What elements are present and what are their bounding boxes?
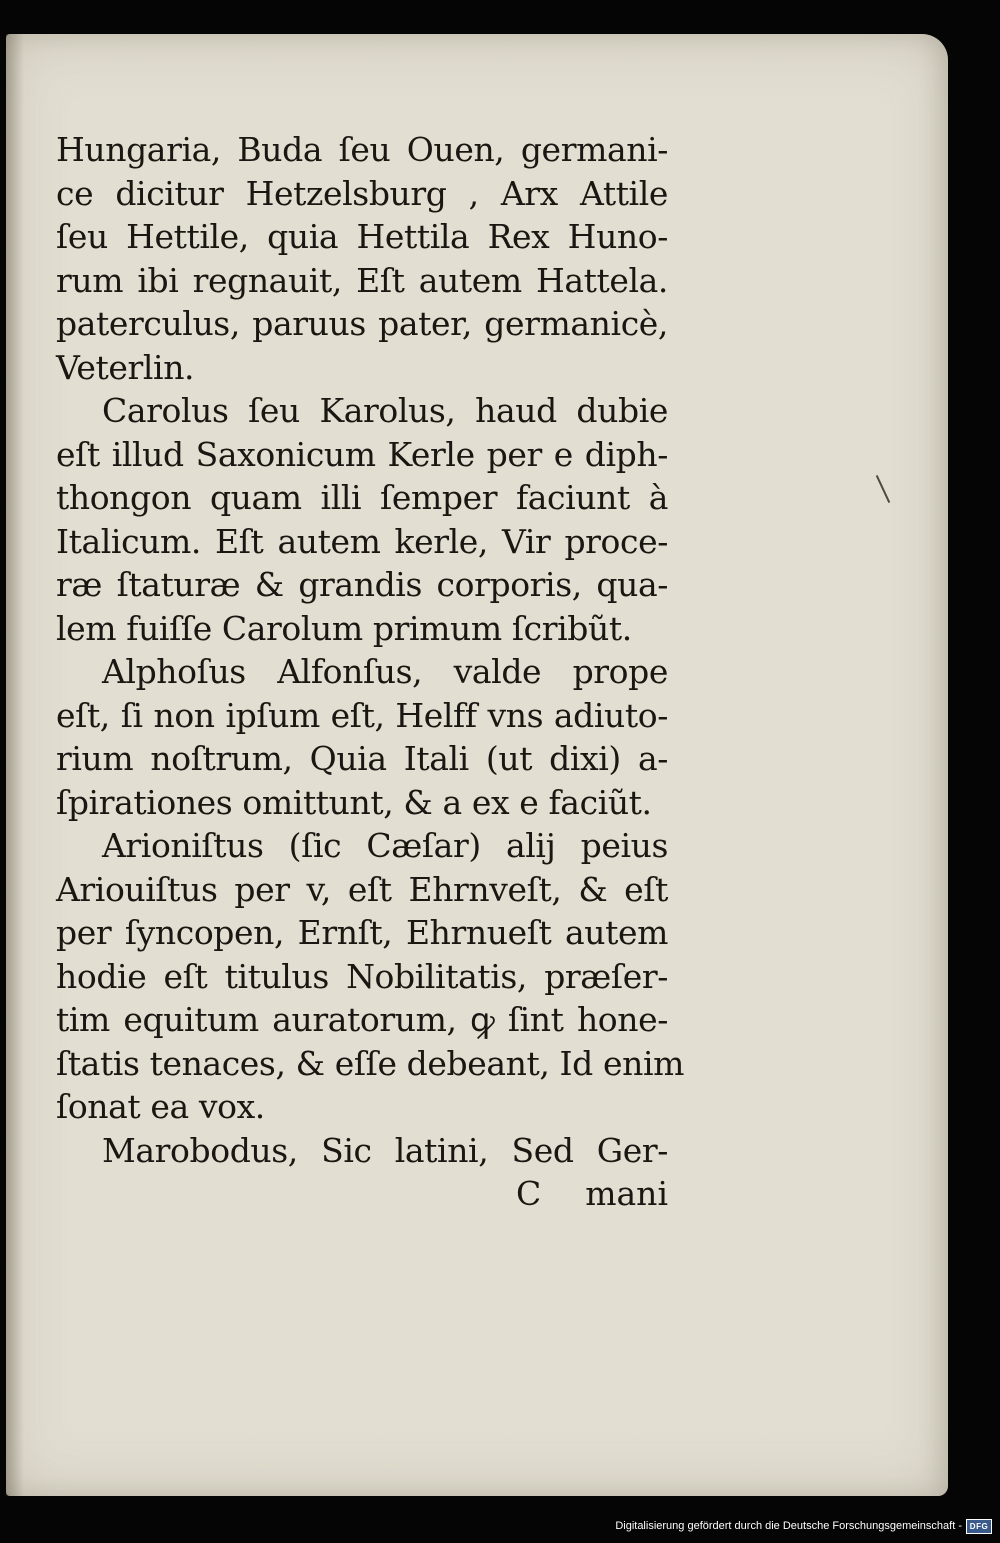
text-line: rum ibi regnauit, Eſt autem Hattela. bbox=[56, 260, 668, 300]
text-line: lem fuiſſe Carolum primum ſcribũt. bbox=[56, 608, 632, 648]
text-line: Marobodus, Sic latini, Sed Ger- bbox=[102, 1130, 668, 1170]
book-page bbox=[6, 34, 948, 1496]
text-line: ce dicitur Hetzelsburg , Arx Attile bbox=[56, 173, 668, 213]
text-line: hodie eſt titulus Nobilitatis, præſer- bbox=[56, 956, 668, 996]
text-line: ſonat ea vox. bbox=[56, 1087, 265, 1126]
text-line: ſeu Hettile, quia Hettila Rex Huno- bbox=[56, 217, 668, 256]
text-line: ſtatis tenaces, & eſſe debeant, Id enim bbox=[56, 1043, 685, 1083]
text-line: Hungaria, Buda ſeu Ouen, germani- bbox=[56, 130, 668, 169]
text-line: Arioniſtus (ſic Cæſar) alij peius bbox=[102, 826, 668, 865]
text-line: eſt illud Saxonicum Kerle per e diph- bbox=[56, 434, 668, 474]
text-line: tim equitum auratorum, ꝙ ſint hone- bbox=[56, 1000, 668, 1039]
text-line: rium noſtrum, Quia Itali (ut dixi) a- bbox=[56, 739, 668, 778]
text-line: Carolus ſeu Karolus, haud dubie bbox=[102, 391, 668, 430]
text-line: Italicum. Eſt autem kerle, Vir proce- bbox=[56, 521, 668, 561]
catchword: mani bbox=[585, 1174, 668, 1213]
footer-credit: Digitalisierung gefördert durch die Deutsche Forschungsgemeinschaft - bbox=[615, 1520, 962, 1532]
catchline-row bbox=[56, 1172, 668, 1216]
text-line: thongon quam illi ſemper faciunt à bbox=[56, 478, 668, 517]
margin-mark bbox=[876, 475, 890, 503]
dfg-logo-icon: DFG bbox=[966, 1519, 992, 1534]
text-line: Ariouiſtus per v, eſt Ehrnveſt, & eſt bbox=[56, 869, 668, 909]
text-line: per ſyncopen, Ernſt, Ehrnueſt autem bbox=[56, 913, 668, 952]
text-line: eſt, ſi non ipſum eſt, Helff vns adiuto- bbox=[56, 695, 668, 735]
digitization-footer bbox=[615, 1515, 992, 1537]
page-text-block bbox=[56, 128, 685, 1216]
signature-mark: C bbox=[516, 1174, 542, 1213]
text-line: ſpirationes omittunt, & a ex e faciũt. bbox=[56, 782, 652, 822]
text-line: Alphoſus Alfonſus, valde prope bbox=[102, 652, 668, 691]
text-line: Veterlin. bbox=[56, 347, 195, 387]
text-line: ræ ſtaturæ & grandis corporis, qua- bbox=[56, 565, 668, 604]
text-line: paterculus, paruus pater, germanicè, bbox=[56, 304, 668, 343]
